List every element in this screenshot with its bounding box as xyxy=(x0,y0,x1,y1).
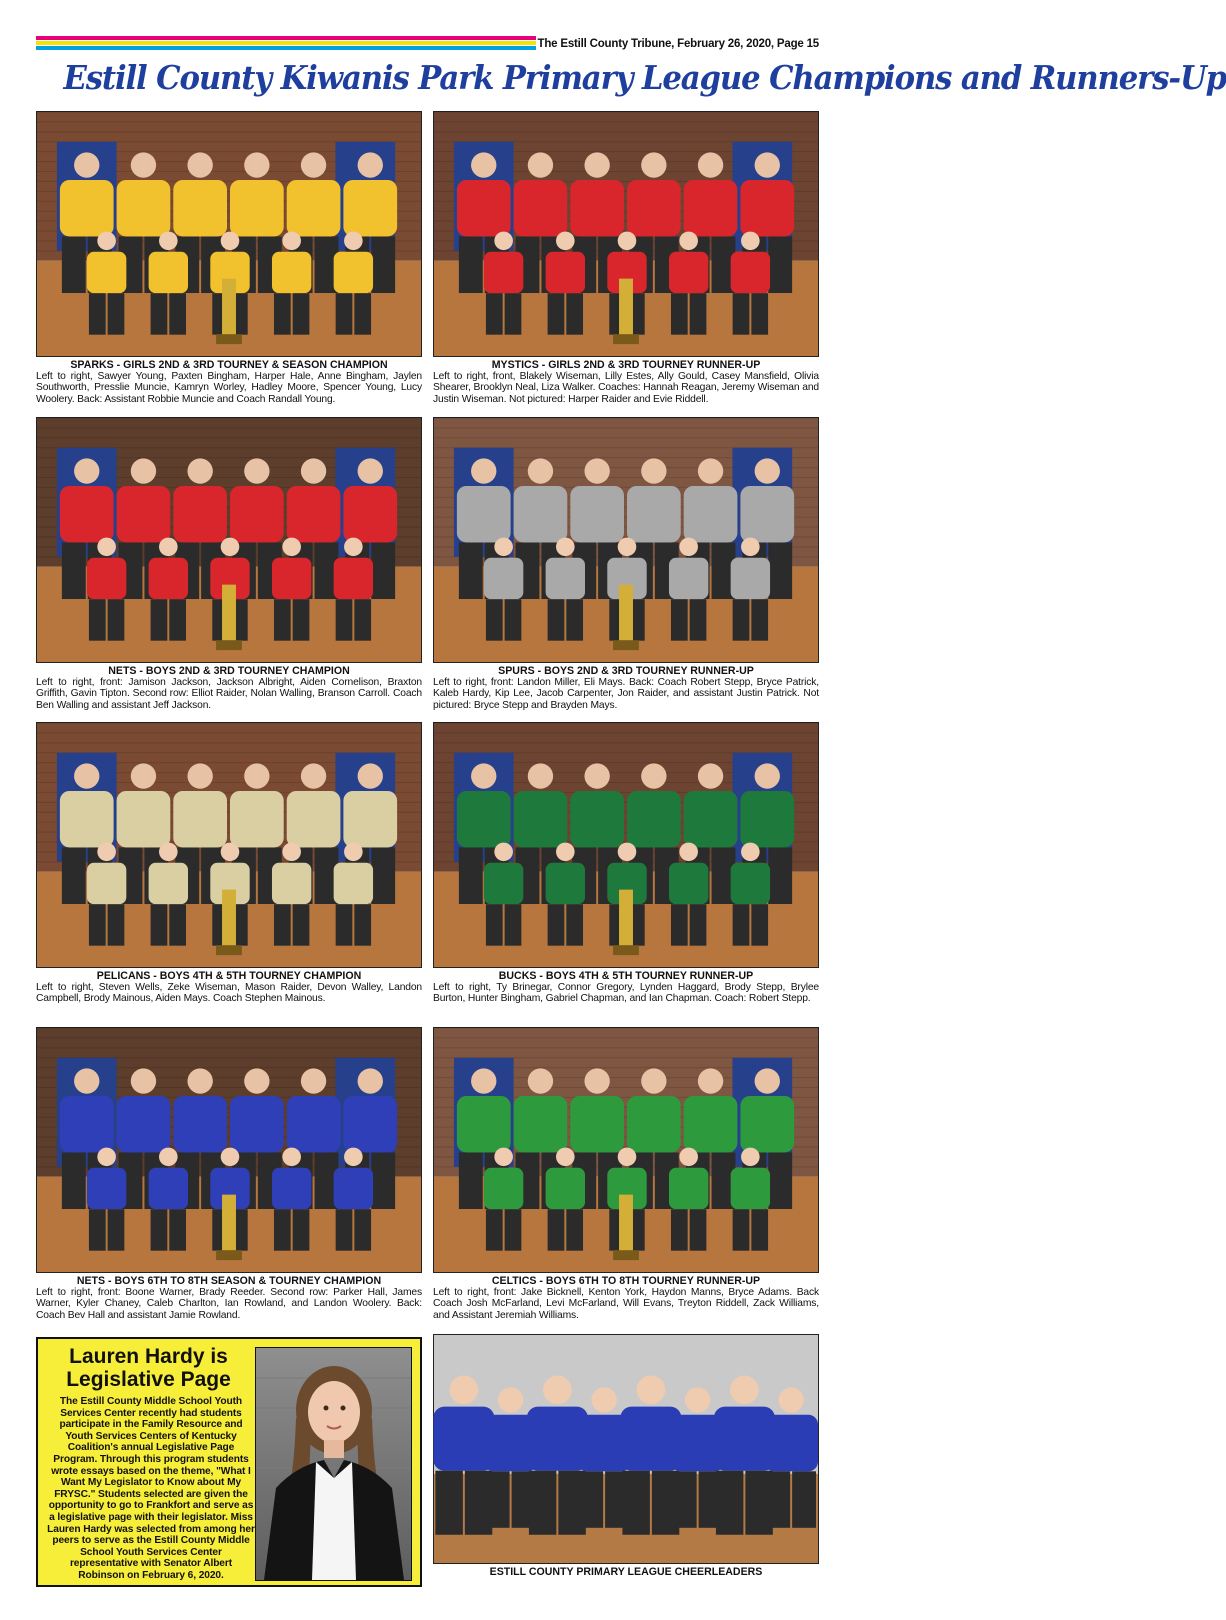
cheerleaders-cell xyxy=(433,1334,819,1578)
team-photo xyxy=(433,1027,819,1273)
team-photo-cell xyxy=(36,1027,422,1321)
team-photo xyxy=(433,722,819,968)
legislative-page-box xyxy=(36,1337,422,1587)
team-photo-cell xyxy=(36,722,422,1005)
team-photo xyxy=(36,722,422,968)
team-photo-cell xyxy=(433,111,819,405)
team-photo-cell xyxy=(433,722,819,1005)
team-photo-cell xyxy=(36,417,422,711)
caption-title: BUCKS - BOYS 4TH & 5TH TOURNEY RUNNER-UP xyxy=(498,970,754,982)
team-photo xyxy=(433,417,819,663)
team-photo xyxy=(36,417,422,663)
caption-body: Left to right, Steven Wells, Zeke Wiseman, Mason Raider, Devon Walley, Landon Campbell, Brody Mainous, Aiden Mays. Coach Stephen Mainous. xyxy=(36,982,422,1005)
caption-title: PELICANS - BOYS 4TH & 5TH TOURNEY CHAMPION xyxy=(96,970,362,982)
team-photo-cell xyxy=(433,1027,819,1321)
caption-title: CELTICS - BOYS 6TH TO 8TH TOURNEY RUNNER-UP xyxy=(491,1275,761,1287)
portrait-photo xyxy=(255,1347,412,1581)
caption-body: Left to right, Sawyer Young, Paxten Bingham, Harper Hale, Anne Bingham, Jaylen Southworth, Presslie Muncie, Kamryn Worley, Hadley Moore, Spencer Young, Lucy Woolery. Back: Assistant Robbie Muncie and Coach Randall Young. xyxy=(36,371,422,405)
caption-title: NETS - BOYS 2ND & 3RD TOURNEY CHAMPION xyxy=(108,665,350,677)
team-photo-cell xyxy=(433,417,819,711)
team-photo xyxy=(36,1027,422,1273)
caption-body: Left to right, front: Jamison Jackson, Jackson Albright, Aiden Cornelison, Braxton Griffith, Gavin Tipton. Second row: Elliot Raider, Nolan Walling, Branson Carroll. Coach Ben Walling and assistant Jeff Jackson. xyxy=(36,677,422,711)
legislative-page-body: The Estill County Middle School Youth Services Center recently had students participate in the Family Resource and Youth Services Centers of Kentucky Coalition's annual Legislative Page Program. Through this program students wrote essays based on the theme, "What I Want My Legislator to Know about My FRYSC." Students selected are given the opportunity to go to Frankfort and serve as a legislative page with their legislator. Miss Lauren Hardy was selected from among her peers to serve as the Estill County Middle School Youth Services Center representative with Senator Albert Robinson on February 6, 2020. xyxy=(47,1396,255,1581)
caption-body: Left to right, front, Blakely Wiseman, Lilly Estes, Ally Gould, Casey Mansfield, Olivia Shearer, Brooklyn Neal, Liza Walker. Coaches: Hannah Reagan, Jeremy Wiseman and Justin Wiseman. Not pictured: Harper Raider and Evie Riddell. xyxy=(433,371,819,405)
cheerleaders-photo xyxy=(433,1334,819,1564)
caption-title: MYSTICS - GIRLS 2ND & 3RD TOURNEY RUNNER-UP xyxy=(491,359,761,371)
page-folio: The Estill County Tribune, February 26, 2020, Page 15 xyxy=(537,38,819,50)
caption-body: Left to right, front: Jake Bicknell, Kenton York, Haydon Manns, Bryce Adams. Back Coach Josh McFarland, Levi McFarland, Will Evans, Treyton Riddell, Zack Williams, and Assistant Jeremiah Williams. xyxy=(433,1287,819,1321)
caption-body: Left to right, front: Landon Miller, Eli Mays. Back: Coach Robert Stepp, Bryce Patrick, Kaleb Hardy, Kip Lee, Jacob Carpenter, Jon Raider, and assistant Justin Patrick. Not pictured: Bryce Stepp and Brayden Mays. xyxy=(433,677,819,711)
caption-title: SPARKS - GIRLS 2ND & 3RD TOURNEY & SEASON CHAMPION xyxy=(70,359,388,371)
team-photo-cell xyxy=(36,111,422,405)
team-photo xyxy=(433,111,819,357)
caption-body: Left to right, front: Boone Warner, Brady Reeder. Second row: Parker Hall, James Warner, Kyler Chaney, Caleb Charlton, Ian Rowland, and Landon Woolery. Back: Coach Bev Hall and assistant Jamie Rowland. xyxy=(36,1287,422,1321)
caption-title: SPURS - BOYS 2ND & 3RD TOURNEY RUNNER-UP xyxy=(498,665,754,677)
caption-title: NETS - BOYS 6TH TO 8TH SEASON & TOURNEY CHAMPION xyxy=(76,1275,382,1287)
legislative-page-title: Lauren Hardy is Legislative Page xyxy=(66,1345,231,1391)
caption-body: Left to right, Ty Brinegar, Connor Gregory, Lynden Haggard, Brody Stepp, Brylee Burton, Hunter Bingham, Gabriel Chapman, and Ian Chapman. Coach: Robert Stepp. xyxy=(433,982,819,1005)
team-photo xyxy=(36,111,422,357)
page-headline: Estill County Kiwanis Park Primary League Champions and Runners-Up xyxy=(63,58,1226,97)
caption-title: ESTILL COUNTY PRIMARY LEAGUE CHEERLEADERS xyxy=(489,1566,763,1578)
